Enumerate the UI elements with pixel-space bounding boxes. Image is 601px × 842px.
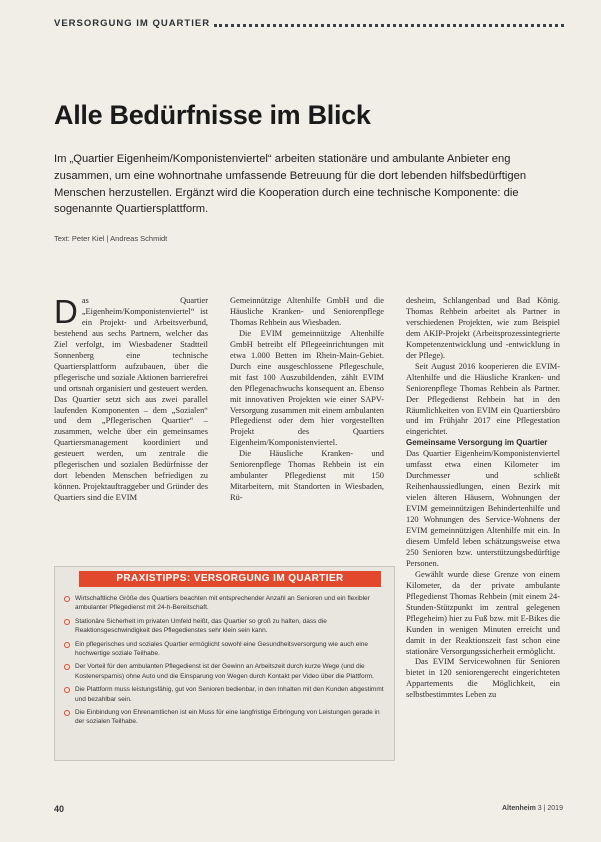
column-3-paragraph-4: Gewählt wurde diese Grenze von einem Kilometer, da der private ambulante Pflegedienst Thomas Rehbein (mit einem 24-Stunden-Stützpunkt im zentral gelegenen Pflegeheim) hier zu Fuß bzw. mit E-Bikes die Kunden in wenigen Minuten erreicht und damit in der Reaktionszeit fast schon eine stationäre Versorgungssicherheit ermöglicht. [406, 569, 560, 656]
section-label: VERSORGUNG IM QUARTIER [54, 18, 211, 29]
column-2-paragraph-3: Die Häusliche Kranken- und Seniorenpflege Thomas Rehbein ist ein ambulanter Pflegedienst mit 150 Mitarbeitern, mit Standorten in Wiesbaden, Rü- [230, 449, 384, 503]
column-2-paragraph-2: Die EVIM gemeinnützige Altenhilfe GmbH betreibt elf Pflegeeinrichtungen mit etwa 1.000 Betten im Rhein-Main-Gebiet. Durch eine ausgeschlossene Pflegeschule, mit fast 100 Auszubildenden, zählt EVIM den Pflegenachwuchs konsequent an. Ebenso mit innovativen Projekten wie einer SAPV-Versorgung zusammen mit einem ambulanten Pflegedienst oder dem hier vorgestellten Projekt des Quartiers Eigenheim/Komponistenviertel. [230, 328, 384, 448]
column-3-paragraph-5: Das EVIM Servicewohnen für Senioren bietet in 120 seniorengerecht eingerichteten Appartements die Möglichkeit, ein selbstbestimmtes Leben zu [406, 657, 560, 700]
bullet-circle-icon [64, 642, 70, 648]
article-column-1 [54, 293, 208, 504]
tip-text: Ein pflegerisches und soziales Quartier ermöglicht sowohl eine Gesundheitsversorgung wie auch eine hochwertige soziale Teilhabe. [75, 640, 369, 658]
column-3-subheading: Gemeinsame Versorgung im Quartier [406, 438, 548, 448]
byline: Text: Peter Kiel | Andreas Schmidt [54, 234, 168, 243]
column-1-paragraph [54, 293, 208, 504]
column-3-paragraph-1: desheim, Schlangenbad und Bad König. Thomas Rehbein arbeitet als Partner in verschiedenen Projekten, wie zum Beispiel dem AKIP-Projekt (Arbeitsprozessintegrierte Kompetenzentwicklung und -entwicklung in der Pflege). [406, 296, 560, 360]
tip-item [61, 685, 387, 704]
magazine-name: Altenheim [502, 805, 536, 812]
article-title: Alle Bedürfnisse im Blick [54, 100, 371, 130]
tip-item [61, 708, 387, 727]
column-1-text: as Quartier „Eigenheim/Komponistenviertel“ ist ein Projekt- und Arbeitsverbund, bestehend aus sechs Partnern, welcher das Ziel verfolgt, im Wiesbadener Stadtteil Sonnenberg eine technische Quartiersplattform aufzubauen, über die pflegerische und soziale Aktionen barrierefrei und ortsnah organisiert und gesteuert werden. Das Quartier setzt sich aus zwei parallel laufenden Komponenten – dem „Sozialen“ und dem „Pflegerischen Quartier“ – zusammen, welche über ein gemeinsames Quartiersmanagement koordiniert und gesteuert werden, um zentrale die pflegerischen und sozialen Bedürfnisse der dort lebenden Menschen befriedigen zu können. Projektauftraggeber und Gründer des Quartiers sind die EVIM [54, 296, 208, 503]
tip-text: Die Einbindung von Ehrenamtlichen ist ein Muss für eine langfristige Erbringung von Leistungen gerade in der sozialen Teilhabe. [75, 709, 380, 726]
tip-item [61, 662, 387, 681]
tips-box [54, 566, 395, 761]
column-2-paragraph-1: Gemeinnützige Altenhilfe GmbH und die Häusliche Kranken- und Seniorenpflege Thomas Rehbein aus Wiesbaden. [230, 296, 384, 327]
tips-list [61, 594, 387, 731]
article-intro: Im „Quartier Eigenheim/Komponistenviertel“ arbeiten stationäre und ambulante Anbieter eng zusammen, um eine wohnortnahe umfassende Betreuung für die dort lebenden hilfsbedürftigen Menschen herzustellen. Ergänzt wird die Kooperation durch eine technische Komponente: die sogenannte Quartiersplattform. [54, 153, 527, 216]
tip-item [61, 617, 387, 636]
tip-item [61, 640, 387, 659]
bullet-circle-icon [64, 596, 70, 602]
column-3-paragraph-3: Das Quartier Eigenheim/Komponistenviertel umfasst etwa einen Kilometer im Durchmesser und schließt Reihenhaussiedlungen, einen Bezirk mit vielen älteren Häusern, Wohnungen der EVIM gemeinnützigen Behindertenhilfe und 120 Wohnungen des Service-Wohnens der EVIM gemeinnützigen Altenhilfe mit ein. In diesem Umfeld leben schätzungsweise etwa 250 Senioren bzw. unterstützungsbedürftige Personen. [406, 449, 560, 568]
bullet-circle-icon [64, 619, 70, 625]
magazine-footer [502, 805, 563, 812]
bullet-circle-icon [64, 710, 70, 716]
bullet-circle-icon [64, 664, 70, 670]
dotted-rule [214, 24, 564, 27]
tips-box-header: PRAXISTIPPS: VERSORGUNG IM QUARTIER [79, 571, 381, 587]
tip-text: Der Vorteil für den ambulanten Pflegedienst ist der Gewinn an Arbeitszeit durch kurze Wege (und die Kostenersparnis) ohne Auto und die Einsparung von Wegen durch Kontakt per Video über die Plattform. [75, 663, 374, 680]
article-column-3 [406, 296, 560, 701]
tip-text: Stationäre Sicherheit im privaten Umfeld heißt, das Quartier so groß zu halten, dass die Reaktionsgeschwindigkeit des Pflegedienstes sehr klein sein kann. [75, 617, 327, 635]
article-column-2 [230, 296, 384, 504]
bullet-circle-icon [64, 687, 70, 693]
tip-item [61, 594, 387, 613]
page-number: 40 [54, 804, 65, 814]
column-3-paragraph-2: Seit August 2016 kooperieren die EVIM-Altenhilfe und die Häusliche Kranken- und Seniorenpflege Thomas Rehbein als Partner. Der Pflegedienst Rehbein hat in den Räumlichkeiten von EVIM ein Quartiersbüro und im Frühjahr 2017 eine Pflegestation eingerichtet. [406, 361, 560, 437]
drop-cap: D [54, 293, 78, 330]
tip-text: Die Plattform muss leistungsfähig, gut von Senioren bedienbar, in den Inhalten mit den Kunden abgestimmt und bezahlbar sein. [75, 686, 384, 703]
tip-text: Wirtschaftliche Größe des Quartiers beachten mit entsprechender Anzahl an Senioren und ein flexibler ambulanter Pflegedienst mit 24-h-Bereitschaft. [75, 595, 370, 612]
issue-number: 3 | 2019 [537, 805, 563, 812]
